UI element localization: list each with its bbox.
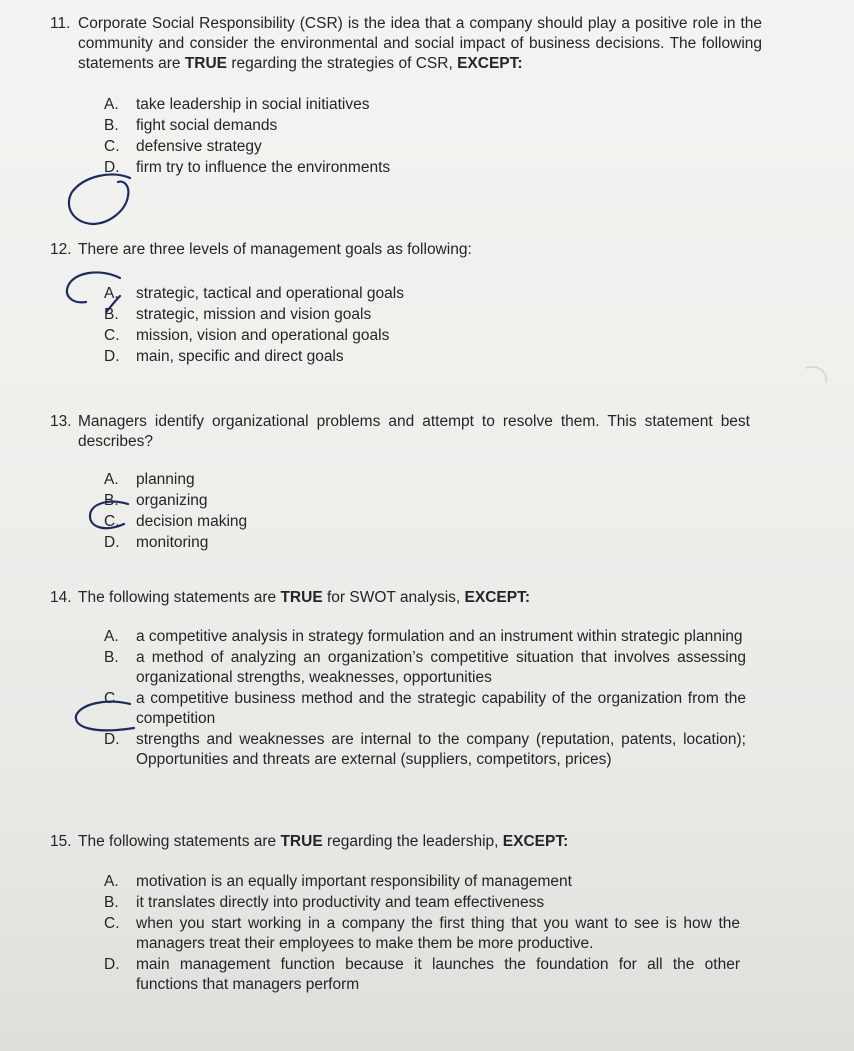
option-text: take leadership in social initiatives [136,96,370,113]
option-b[interactable] [104,491,750,511]
option-text: a method of analyzing an organization’s competitive situation that involves assessing organizational strengths, weaknesses, opportunities [136,649,746,686]
options-list [104,627,746,770]
option-letter: D. [104,731,120,748]
stem-emphasis-except: EXCEPT: [457,55,523,72]
question-number: 11. [50,15,71,32]
option-text: strategic, tactical and operational goals [136,285,404,302]
option-text: monitoring [136,534,209,551]
option-text: main management function because it launches the foundation for all the other functions that managers perform [136,956,740,993]
option-text: it translates directly into productivity and team effectiveness [136,894,545,911]
option-letter: A. [104,96,119,113]
option-letter: A. [104,471,119,488]
option-letter: C. [104,690,120,707]
question-number: 13. [50,413,72,430]
option-text: defensive strategy [136,138,262,155]
question-stem [50,588,746,608]
option-text: mission, vision and operational goals [136,327,390,344]
question-14 [50,588,746,771]
stem-text: The following statements are [78,589,281,606]
stem-text: for SWOT analysis, [322,589,465,606]
stem-text: regarding the strategies of CSR, [227,55,458,72]
question-number: 15. [50,833,72,850]
option-text: motivation is an equally important responsibility of management [136,873,572,890]
question-stem [50,412,750,452]
option-b[interactable] [104,116,762,136]
option-text: main, specific and direct goals [136,348,344,365]
question-stem [50,14,762,74]
question-12 [50,240,770,368]
question-number: 14. [50,589,72,606]
stem-emphasis-true: TRUE [184,55,228,72]
stem-emphasis-true: TRUE [280,589,323,606]
option-letter: B. [104,306,119,323]
option-b[interactable] [104,648,746,688]
options-list [104,470,750,553]
stem-emphasis-true: TRUE [280,833,323,850]
option-letter: B. [104,649,119,666]
option-letter: C. [104,915,120,932]
question-text [78,14,762,74]
option-letter: B. [104,492,119,509]
question-text [78,412,750,452]
options-list [104,95,762,178]
option-letter: C. [104,327,120,344]
option-a[interactable] [104,284,770,304]
option-letter: B. [104,894,119,911]
option-text: firm try to influence the environments [136,159,391,176]
option-text: when you start working in a company the first thing that you want to see is how the managers treat their employees to make them be more productive. [136,915,740,952]
faint-mark-right [806,367,826,382]
option-text: a competitive business method and the strategic capability of the organization from the competition [136,690,746,727]
option-text: strengths and weaknesses are internal to the company (reputation, patents, location); Opportunities and threats are external (suppliers, competitors, prices) [136,731,746,768]
question-stem [50,240,770,260]
option-c[interactable] [104,326,770,346]
option-text: strategic, mission and vision goals [136,306,372,323]
option-c[interactable] [104,689,746,729]
question-13 [50,412,750,554]
options-list [104,284,770,367]
question-number: 12. [50,241,72,258]
option-d[interactable] [104,533,750,553]
stem-text: Corporate Social Responsibility (CSR) is the idea that a company should play a positive role in the community and consider the environmental and social impact of business decisions. The following statements are [78,15,762,72]
option-c[interactable] [104,512,750,532]
option-a[interactable] [104,470,750,490]
stem-emphasis-except: EXCEPT: [502,833,569,850]
option-b[interactable] [104,305,770,325]
question-15 [50,832,740,996]
option-letter: C. [104,138,120,155]
question-text [78,588,746,608]
question-text [78,832,740,852]
question-stem [50,832,740,852]
option-letter: D. [104,534,120,551]
option-text: decision making [136,513,248,530]
stem-text: There are three levels of management goals as following: [78,241,472,258]
option-letter: C. [104,513,120,530]
stem-text: Managers identify organizational problems and attempt to resolve them. This statement best describes? [78,413,750,450]
option-d[interactable] [104,730,746,770]
option-b[interactable] [104,893,740,913]
option-text: planning [136,471,195,488]
question-11 [50,14,762,179]
option-c[interactable] [104,137,762,157]
option-a[interactable] [104,627,746,647]
option-d[interactable] [104,955,740,995]
option-d[interactable] [104,347,770,367]
stem-emphasis-except: EXCEPT: [464,589,530,606]
option-letter: A. [104,873,119,890]
option-letter: A. [104,628,119,645]
option-text: organizing [136,492,208,509]
option-c[interactable] [104,914,740,954]
option-letter: A. [104,285,119,302]
option-letter: D. [104,159,120,176]
stem-text: The following statements are [78,833,281,850]
option-letter: D. [104,348,120,365]
option-d[interactable] [104,158,762,178]
option-a[interactable] [104,872,740,892]
option-text: a competitive analysis in strategy formulation and an instrument within strategic planning [136,628,743,645]
options-list [104,872,740,995]
option-letter: B. [104,117,119,134]
option-letter: D. [104,956,120,973]
option-text: fight social demands [136,117,278,134]
question-text [78,240,770,260]
stem-text: regarding the leadership, [322,833,503,850]
handwritten-circle-q11 [69,174,130,224]
option-a[interactable] [104,95,762,115]
